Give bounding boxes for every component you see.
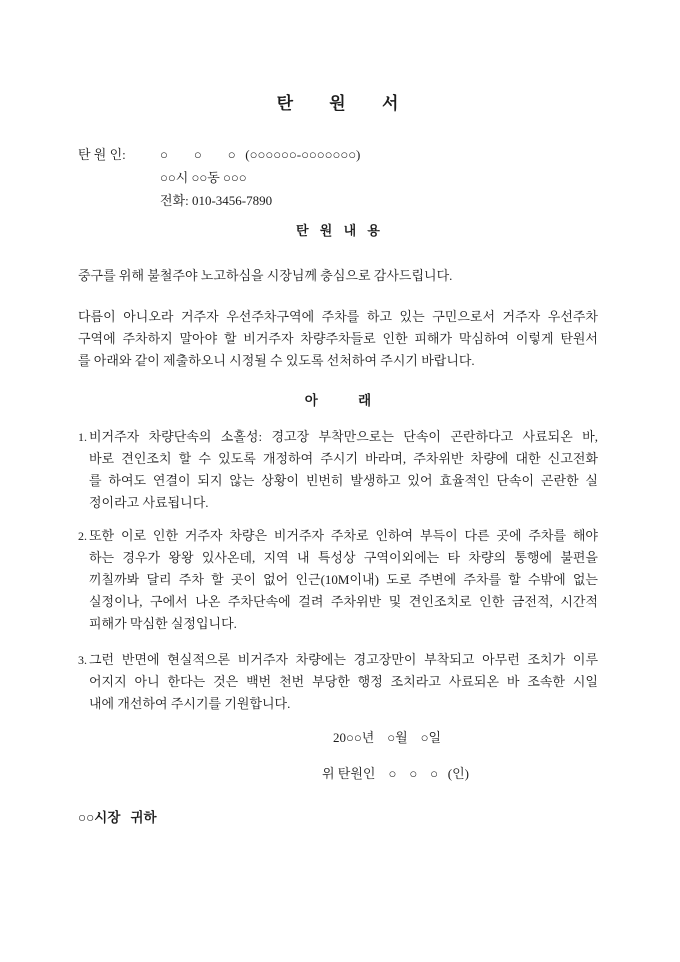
item-line: 하는 경우가 왕왕 있사온데, 지역 내 특성상 구역이외에는 타 차량의 통행에 불편을: [89, 550, 598, 565]
item-text: [89, 426, 598, 514]
item-line: 내에 개선하여 주시기를 기원합니다.: [89, 696, 291, 711]
item-line: 비거주자 차량단속의 소홀성: 경고장 부착만으로는 단속이 곤란하다고 사료되온 바,: [89, 429, 598, 444]
item-text: [89, 525, 598, 635]
item-line: 를 하여도 연결이 되지 않는 상황이 빈번히 발생하고 있어 효율적인 단속이 곤란한 실: [89, 473, 598, 488]
document-title: 탄 원 서: [276, 94, 400, 113]
petitioner-phone: 전화: 010-3456-7890: [160, 193, 273, 208]
intro-line: 구역에 주차하지 말아야 할 비거주자 차량주차들로 인한 피해가 막심하여 이렇게 탄원서: [78, 331, 598, 346]
item-line: 바로 견인조치 할 수 있도록 개정하여 주시기 바라며, 주차위반 차량에 대한 신고전화: [89, 451, 598, 466]
item-line: 실정이나, 구에서 나온 주차단속에 걸려 주차위반 및 견인조치로 인한 금전적, 시간적: [89, 594, 598, 609]
item-number: 2.: [78, 529, 87, 543]
date-line: 20○○년 ○월 ○일: [333, 730, 442, 745]
item-number: 1.: [78, 430, 87, 444]
intro-line: 다름이 아니오라 거주자 우선주차구역에 주차를 하고 있는 구민으로서 거주자 우선주차: [78, 309, 598, 324]
item-line: 그런 반면에 현실적으론 비거주자 차량에는 경고장만이 부착되고 아무런 조치가 이루: [89, 652, 598, 667]
item-number: 3.: [78, 653, 87, 667]
item-text: [89, 649, 598, 715]
signature-line: 위 탄원인 ○ ○ ○ (인): [322, 766, 470, 781]
petition-item-3: [78, 649, 598, 715]
content-heading: 탄 원 내 용: [296, 223, 380, 238]
item-line: 피해가 막심한 실정입니다.: [89, 616, 237, 631]
intro-paragraph: [78, 306, 598, 372]
recipient-line: ○○시장 귀하: [78, 810, 157, 825]
item-line: 끼칠까봐 달리 주차 할 곳이 없어 인근(10M이내) 도로 주변에 주차를 할 수밖에 없는: [89, 572, 598, 587]
below-heading: 아 래: [304, 393, 372, 408]
petitioner-address: ○○시 ○○동 ○○○: [160, 170, 247, 185]
petitioner-name: ○ ○ ○ (○○○○○○-○○○○○○○): [160, 147, 361, 162]
item-line: 정이라고 사료됩니다.: [89, 495, 209, 510]
item-line: 또한 이로 인한 거주자 차량은 비거주자 주차로 인하여 부득이 다른 곳에 주차를 해야: [89, 528, 598, 543]
petitioner-label: 탄 원 인:: [78, 147, 126, 162]
item-line: 어지지 아니 한다는 것은 백번 천번 부당한 행정 조치라고 사료되온 바 조속한 시일: [89, 674, 598, 689]
greeting-paragraph: 중구를 위해 불철주야 노고하심을 시장님께 충심으로 감사드립니다.: [78, 268, 453, 283]
petition-item-2: [78, 525, 598, 635]
petitioner-name-row: [78, 143, 598, 166]
petitioner-info-block: [78, 143, 598, 212]
intro-line: 를 아래와 같이 제출하오니 시정될 수 있도록 선처하여 주시기 바랍니다.: [78, 353, 475, 368]
petition-item-1: [78, 426, 598, 514]
